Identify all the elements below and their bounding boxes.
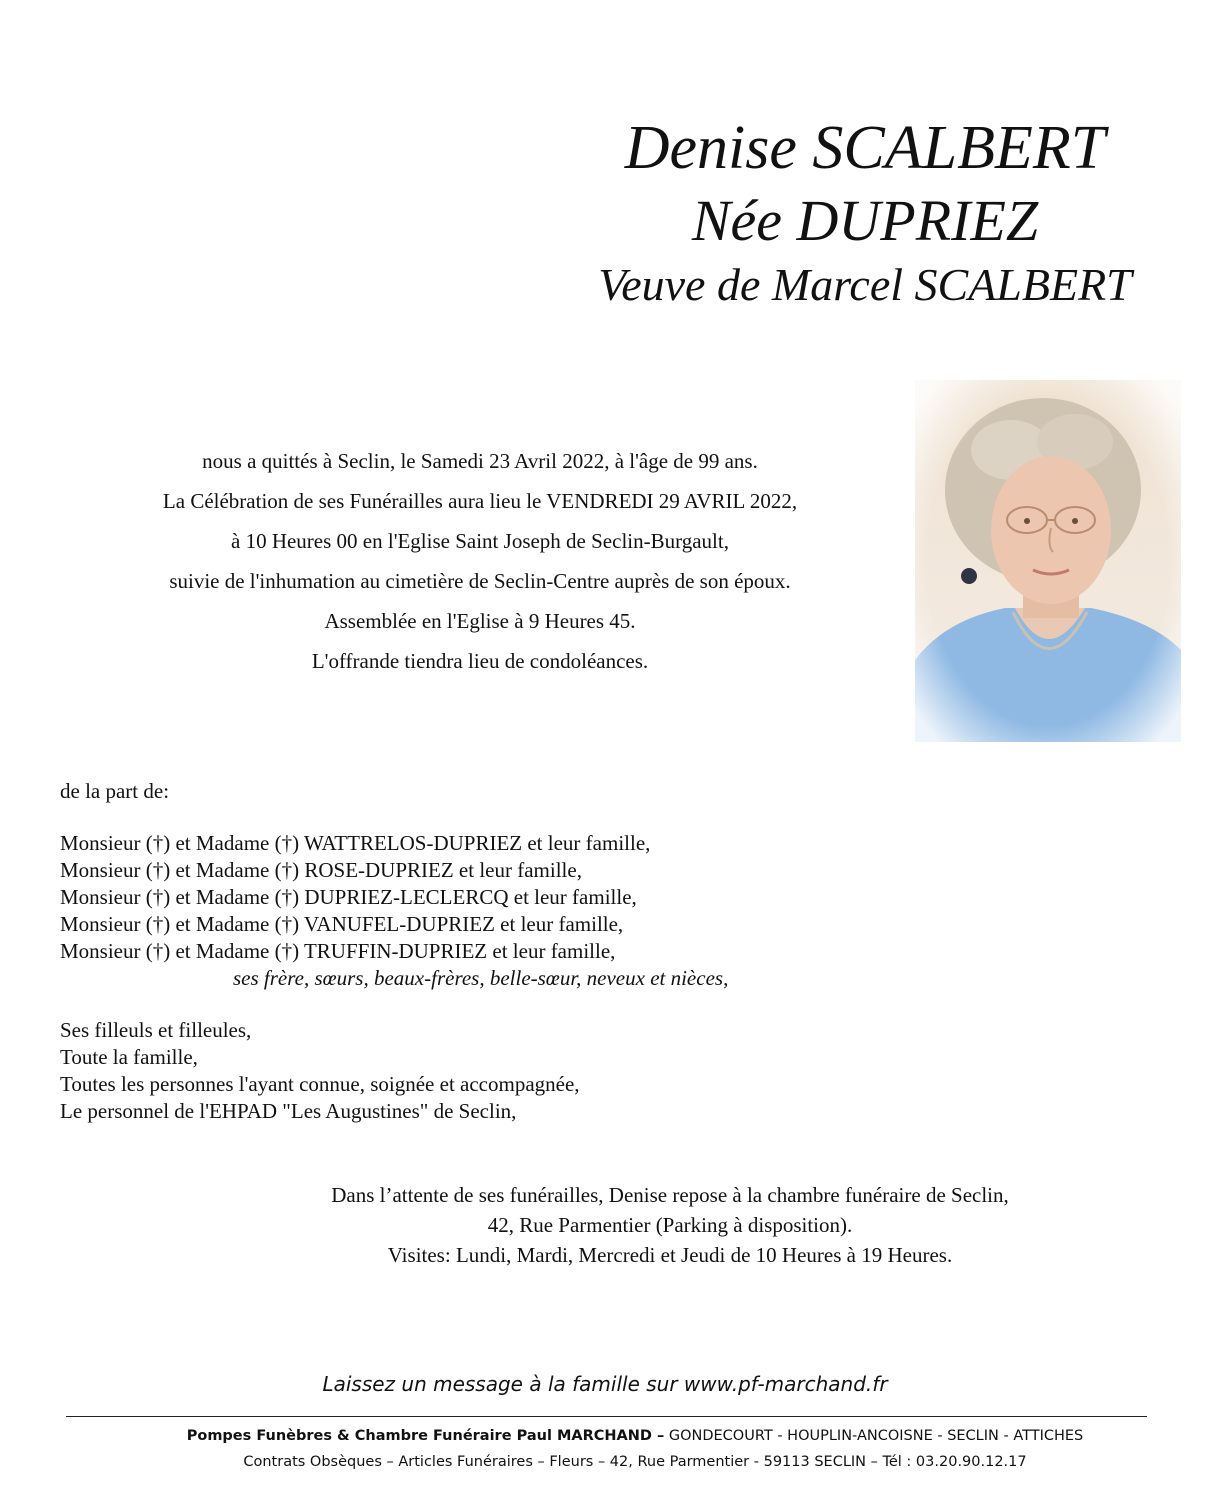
portrait-photo-icon bbox=[915, 380, 1181, 742]
repose-line: 42, Rue Parmentier (Parking à disposition). bbox=[487, 1213, 853, 1237]
announcement-line: Assemblée en l'Eglise à 9 Heures 45. bbox=[324, 609, 636, 633]
repose-line: Dans l’attente de ses funérailles, Denise repose à la chambre funéraire de Seclin, bbox=[331, 1183, 1009, 1207]
family-member: Monsieur (†) et Madame (†) WATTRELOS-DUPRIEZ et leur famille, bbox=[60, 831, 651, 855]
mourner-line: Toutes les personnes l'ayant connue, soignée et accompagnée, bbox=[60, 1072, 580, 1096]
company-locations: GONDECOURT - HOUPLIN-ANCOISNE - SECLIN - ATTICHES bbox=[664, 1428, 1084, 1444]
mourner-line: Le personnel de l'EHPAD "Les Augustines" de Seclin, bbox=[60, 1099, 517, 1123]
footer-services: Contrats Obsèques – Articles Funéraires – Fleurs – 42, Rue Parmentier - 59113 SECLIN – Tél : 03.20.90.12.17 bbox=[243, 1454, 1027, 1470]
footer-divider bbox=[66, 1416, 1147, 1417]
announcement-line: suivie de l'inhumation au cimetière de Seclin-Centre auprès de son époux. bbox=[169, 569, 791, 593]
repose-info bbox=[200, 1180, 1140, 1270]
maiden-name: Née DUPRIEZ bbox=[691, 188, 1039, 253]
family-member: Monsieur (†) et Madame (†) ROSE-DUPRIEZ et leur famille, bbox=[60, 858, 582, 882]
footer-company-line bbox=[150, 1424, 1120, 1448]
family-member: Monsieur (†) et Madame (†) DUPRIEZ-LECLERCQ et leur famille, bbox=[60, 885, 637, 909]
repose-line: Visites: Lundi, Mardi, Mercredi et Jeudi de 10 Heures à 19 Heures. bbox=[387, 1243, 953, 1267]
company-name: Pompes Funèbres & Chambre Funéraire Paul MARCHAND – bbox=[186, 1428, 665, 1444]
website-message: Laissez un message à la famille sur www.pf-marchand.fr bbox=[322, 1372, 888, 1396]
announcement bbox=[100, 441, 860, 681]
family-member: Monsieur (†) et Madame (†) VANUFEL-DUPRIEZ et leur famille, bbox=[60, 912, 624, 936]
family-member: Monsieur (†) et Madame (†) TRUFFIN-DUPRIEZ et leur famille, bbox=[60, 939, 616, 963]
announcement-line: nous a quittés à Seclin, le Samedi 23 Avril 2022, à l'âge de 99 ans. bbox=[202, 449, 758, 473]
family-relation: ses frère, sœurs, beaux-frères, belle-sœur, neveux et nièces, bbox=[233, 966, 729, 990]
mourner-line: Toute la famille, bbox=[60, 1045, 198, 1069]
widow-of: Veuve de Marcel SCALBERT bbox=[598, 259, 1132, 310]
family-list bbox=[60, 830, 728, 992]
portrait-photo bbox=[915, 380, 1181, 742]
announcement-line: à 10 Heures 00 en l'Eglise Saint Joseph de Seclin-Burgault, bbox=[231, 529, 729, 553]
announcement-line: La Célébration de ses Funérailles aura lieu le VENDREDI 29 AVRIL 2022, bbox=[162, 489, 798, 513]
from-label: de la part de: bbox=[60, 779, 170, 803]
other-mourners bbox=[60, 1017, 580, 1125]
mourner-line: Ses filleuls et filleules, bbox=[60, 1018, 252, 1042]
deceased-name: Denise SCALBERT bbox=[624, 114, 1106, 182]
announcement-line: L'offrande tiendra lieu de condoléances. bbox=[311, 649, 649, 673]
